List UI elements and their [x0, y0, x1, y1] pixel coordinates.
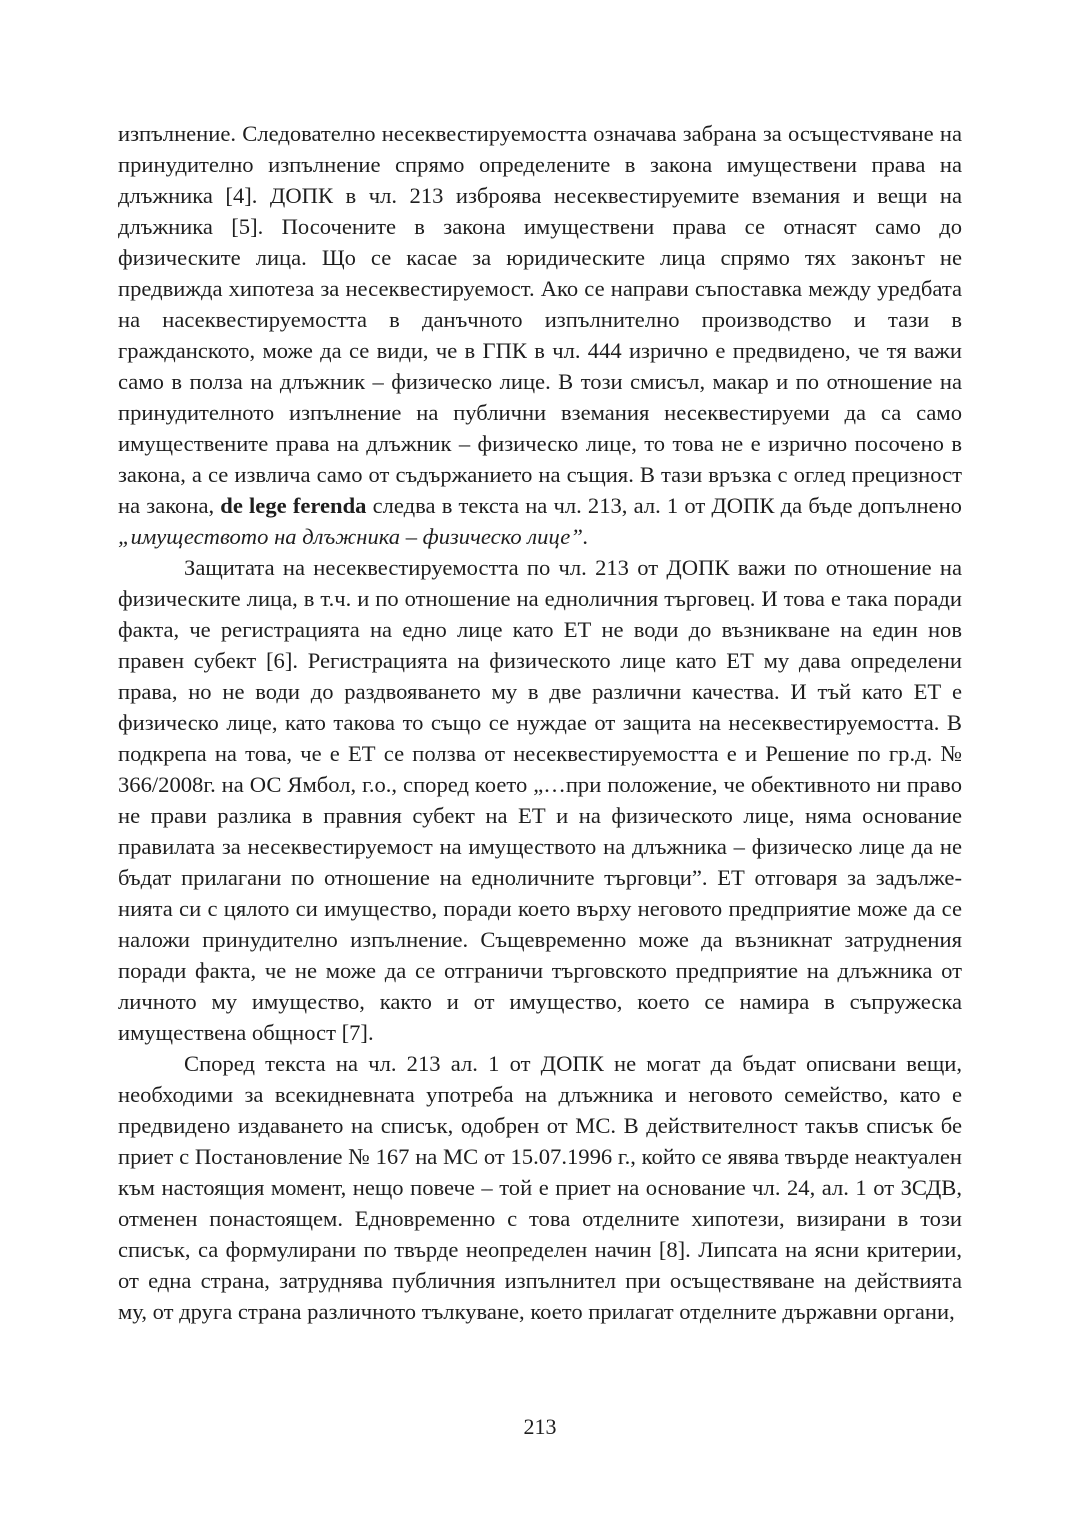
paragraph-2: Защитата на несеквестируемостта по чл. 213 от ДОПК важи по отношение на физическите лица, в т.ч. и по отношение на едноличния търговец. И това е така поради факта, че регистрацията на едно лице като ЕТ не води до възникване на един нов правен субект [6]. Регистрацията на физическото лице като ЕТ му дава определени права, но не води до раздвояването му в две различни качества. И тъй като ЕТ е физическо лице, като такова то също се нуждае от защита на несеквестируемостта. В подкрепа на това, че е ЕТ се ползва от несеквестируемостта е и Решение по гр.д. № 366/2008г. на ОС Ямбол, г.о., според което „…при положение, че обективното ни право не прави разлика в правния субект на ЕТ и на физическото лице, няма основание правилата за несеквестируемост на имуществото на длъжника – физическо лице да не бъдат прилагани по отношение на едноличните търговци”. ЕТ отговаря за задълженията си с цялото си имущество, поради което върху неговото предприятие може да се наложи принудително изпълнение. Същевременно може да възникнат затруднения поради факта, че не може да се отграничи търговското предприятие на длъжника от личното му имущество, както и от имущество, което се намира в съпружеска имуществена общност [7]. — [118, 555, 962, 1045]
paragraph-3: Според текста на чл. 213 ал. 1 от ДОПК не могат да бъдат описвани вещи, необходими за всекидневната употреба на длъжника и неговото семейство, като е предвидено издаването на списък, одобрен от МС. В действителност такъв списък бе приет с Постановление № 167 на МС от 15.07.1996 г., който се явява твърде неактуален към настоящия момент, нещо повече – той е приет на основание чл. 24, ал. 1 от ЗСДВ, отменен понастоящем. Едновременно с това отделните хипотези, визирани в този списък, са формулирани по твърде неопределен начин [8]. Липсата на ясни критерии, от една страна, затруднява публичния изпълнител при осъществяване на действията му, от друга страна различното тълкуване, което прилагат отделните държавни органи, — [118, 1051, 962, 1324]
paragraph-1-text: изпълнение. Следователно несеквестируемостта означава забрана за осъщестvяване на принудително изпълнение спрямо определените в закона имуществени права на длъжника [4]. ДОПК в чл. 213 изброява несеквестируемите вземания и вещи на длъжника [5]. Посочените в закона имуществени права се отнасят само до физическите лица. Що се касае за юридическите лица спрямо тях законът не предвижда хипотеза за несеквестируемост. Ако се направи съпоставка между уредбата на насеквестируемостта в данъчното изпълнително производство и тази в гражданското, може да се види, че в ГПК в чл. 444 изрично е предвидено, че тя важи само в полза на длъжник – физическо лице. В този смисъл, макар и по отношение на принудителното изпълнение на публични вземания несеквестируеми да са само имуществените права на длъжник – физическо лице, то това не е изрично посочено в закона, а се извлича само от съдържанието на същия. В тази връзка с оглед прецизност на закона, — [118, 121, 962, 518]
page-content — [118, 118, 962, 1327]
paragraph-1-text-continued: следва в текста на чл. 213, ал. 1 от ДОПК да бъде допълнено — [372, 493, 962, 518]
paragraph-1-italic-quote: „имуществото на длъжника – физическо лице”. — [118, 524, 589, 549]
paragraph-1 — [118, 118, 962, 552]
page-number: 213 — [523, 1414, 557, 1439]
paragraph-1-latin-term: de lege ferenda — [220, 493, 367, 518]
